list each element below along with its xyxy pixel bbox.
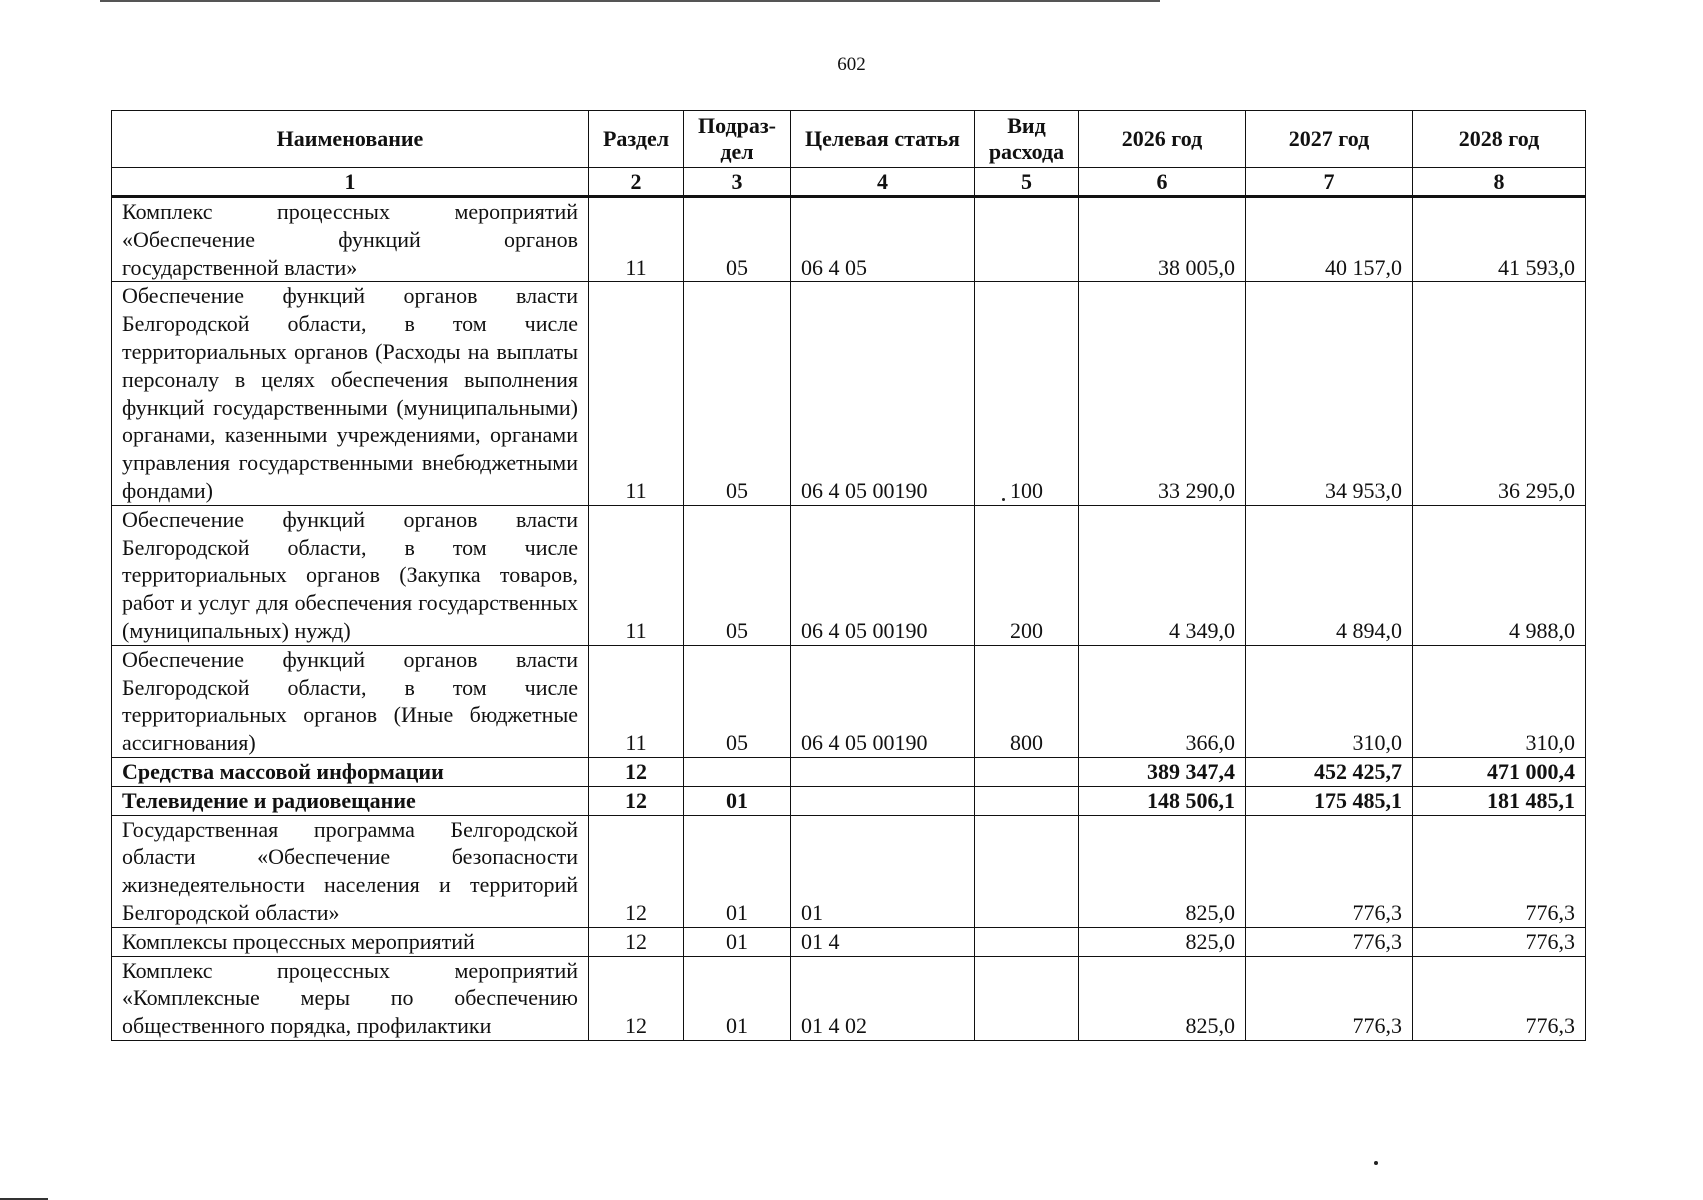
row-value-2026: 825,0 xyxy=(1079,956,1246,1040)
column-number: 7 xyxy=(1246,168,1413,197)
row-target-article: 01 4 xyxy=(791,927,975,956)
row-expense-type xyxy=(975,197,1079,282)
row-value-2028: 41 593,0 xyxy=(1413,197,1586,282)
row-value-2028: 776,3 xyxy=(1413,815,1586,927)
row-podrazdel: 01 xyxy=(684,815,791,927)
header-razdel: Раздел xyxy=(589,111,684,168)
row-value-2026: 38 005,0 xyxy=(1079,197,1246,282)
row-razdel: 12 xyxy=(589,815,684,927)
row-target-article xyxy=(791,786,975,815)
column-number: 6 xyxy=(1079,168,1246,197)
table-row xyxy=(112,645,1586,757)
header-target-article: Целевая статья xyxy=(791,111,975,168)
table-row xyxy=(112,282,1586,505)
row-name: Обеспечение функций органов власти Белгородской области, в том числе территориальных органов (Закупка товаров, работ и услуг для обеспечения государственных (муниципальных) нужд) xyxy=(112,505,589,645)
row-name: Государственная программа Белгородской области «Обеспечение безопасности жизнедеятельности населения и территорий Белгородской области» xyxy=(112,815,589,927)
header-year-2027: 2027 год xyxy=(1246,111,1413,168)
row-value-2027: 4 894,0 xyxy=(1246,505,1413,645)
row-podrazdel: 05 xyxy=(684,197,791,282)
header-year-2026: 2026 год xyxy=(1079,111,1246,168)
row-target-article: 06 4 05 00190 xyxy=(791,645,975,757)
row-value-2026: 148 506,1 xyxy=(1079,786,1246,815)
row-name: Комплексы процессных мероприятий xyxy=(112,927,589,956)
row-name: Комплекс процессных мероприятий «Комплексные меры по обеспечению общественного порядка, профилактики xyxy=(112,956,589,1040)
row-expense-type: 800 xyxy=(975,645,1079,757)
row-name: Средства массовой информации xyxy=(112,757,589,786)
row-podrazdel: 01 xyxy=(684,956,791,1040)
table-row xyxy=(112,815,1586,927)
row-value-2028: 471 000,4 xyxy=(1413,757,1586,786)
table-row xyxy=(112,197,1586,282)
row-podrazdel: 05 xyxy=(684,645,791,757)
row-razdel: 12 xyxy=(589,927,684,956)
row-target-article: 06 4 05 xyxy=(791,197,975,282)
row-podrazdel: 05 xyxy=(684,282,791,505)
row-expense-type xyxy=(975,956,1079,1040)
scan-top-edge-line xyxy=(100,0,1160,2)
column-number: 2 xyxy=(589,168,684,197)
page-number: 602 xyxy=(837,54,866,75)
row-value-2026: 366,0 xyxy=(1079,645,1246,757)
row-value-2027: 40 157,0 xyxy=(1246,197,1413,282)
header-row xyxy=(112,111,1586,168)
row-value-2026: 389 347,4 xyxy=(1079,757,1246,786)
column-number-row xyxy=(112,168,1586,197)
budget-table xyxy=(111,110,1586,1041)
row-value-2028: 310,0 xyxy=(1413,645,1586,757)
row-value-2028: 4 988,0 xyxy=(1413,505,1586,645)
row-value-2028: 181 485,1 xyxy=(1413,786,1586,815)
row-name: Телевидение и радиовещание xyxy=(112,786,589,815)
row-razdel: 12 xyxy=(589,757,684,786)
header-name: Наименование xyxy=(112,111,589,168)
row-expense-type xyxy=(975,815,1079,927)
row-expense-type xyxy=(975,927,1079,956)
header-expense-type: Вид расхода xyxy=(975,111,1079,168)
row-value-2026: 33 290,0 xyxy=(1079,282,1246,505)
row-podrazdel: 01 xyxy=(684,927,791,956)
row-podrazdel: 01 xyxy=(684,786,791,815)
row-value-2026: 4 349,0 xyxy=(1079,505,1246,645)
row-value-2027: 452 425,7 xyxy=(1246,757,1413,786)
scan-speck xyxy=(1374,1161,1378,1165)
column-number: 1 xyxy=(112,168,589,197)
row-value-2027: 776,3 xyxy=(1246,927,1413,956)
row-value-2027: 310,0 xyxy=(1246,645,1413,757)
column-number: 5 xyxy=(975,168,1079,197)
row-target-article: 01 xyxy=(791,815,975,927)
table-row-subsection-total xyxy=(112,786,1586,815)
row-target-article: 06 4 05 00190 xyxy=(791,282,975,505)
row-value-2027: 34 953,0 xyxy=(1246,282,1413,505)
row-name: Обеспечение функций органов власти Белгородской области, в том числе территориальных органов (Расходы на выплаты персоналу в целях обеспечения выполнения функций государственными (муниципальными) органами, казенными учреждениями, органами управления государственными внебюджетными фондами) xyxy=(112,282,589,505)
row-expense-type xyxy=(975,786,1079,815)
row-razdel: 11 xyxy=(589,197,684,282)
column-number: 4 xyxy=(791,168,975,197)
row-value-2026: 825,0 xyxy=(1079,927,1246,956)
row-podrazdel: 05 xyxy=(684,505,791,645)
row-razdel: 11 xyxy=(589,282,684,505)
row-razdel: 11 xyxy=(589,645,684,757)
table-row xyxy=(112,956,1586,1040)
row-podrazdel xyxy=(684,757,791,786)
table-row xyxy=(112,927,1586,956)
column-number: 3 xyxy=(684,168,791,197)
row-expense-type: 100 xyxy=(975,282,1079,505)
table-row xyxy=(112,505,1586,645)
row-expense-type: 200 xyxy=(975,505,1079,645)
row-razdel: 12 xyxy=(589,786,684,815)
row-value-2027: 776,3 xyxy=(1246,815,1413,927)
row-name: Обеспечение функций органов власти Белгородской области, в том числе территориальных органов (Иные бюджетные ассигнования) xyxy=(112,645,589,757)
row-value-2028: 36 295,0 xyxy=(1413,282,1586,505)
header-podrazdel: Подраз-дел xyxy=(684,111,791,168)
row-expense-type xyxy=(975,757,1079,786)
row-razdel: 12 xyxy=(589,956,684,1040)
row-value-2028: 776,3 xyxy=(1413,927,1586,956)
row-value-2027: 175 485,1 xyxy=(1246,786,1413,815)
row-razdel: 11 xyxy=(589,505,684,645)
table-row-section-total xyxy=(112,757,1586,786)
row-name: Комплекс процессных мероприятий «Обеспечение функций органов государственной власти» xyxy=(112,197,589,282)
row-target-article: 06 4 05 00190 xyxy=(791,505,975,645)
row-value-2026: 825,0 xyxy=(1079,815,1246,927)
column-number: 8 xyxy=(1413,168,1586,197)
row-value-2027: 776,3 xyxy=(1246,956,1413,1040)
row-value-2028: 776,3 xyxy=(1413,956,1586,1040)
row-target-article: 01 4 02 xyxy=(791,956,975,1040)
header-year-2028: 2028 год xyxy=(1413,111,1586,168)
row-target-article xyxy=(791,757,975,786)
